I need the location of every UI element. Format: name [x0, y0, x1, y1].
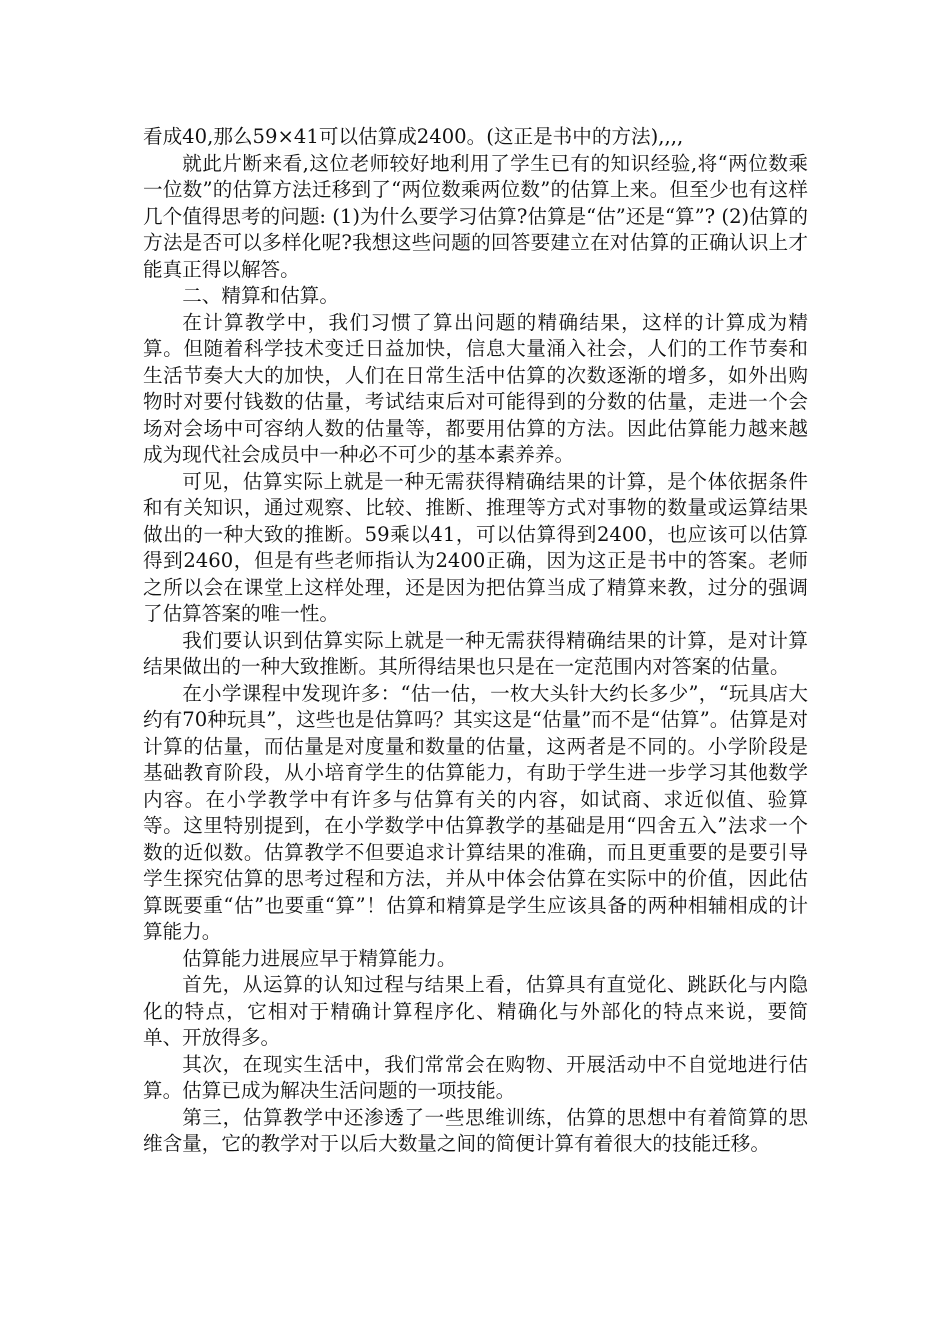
paragraph-2: 就此片断来看,这位老师较好地利用了学生已有的知识经验,将“两位数乘一位数”的估算方法迁移到了“两位数乘两位数”的估算上来。但至少也有这样几个值得思考的问题: (1)为什么要学习估算?估算是“估”还是“算”? (2)估算的方法是否可以多样化呢?我想这些问题的回答要建立在对估算的正确认识上才能真正得以解答。 [143, 151, 808, 281]
document-body [143, 124, 808, 1158]
paragraph-1: 看成40,那么59×41可以估算成2400。(这正是书中的方法),,,, [143, 125, 684, 148]
paragraph-5: 我们要认识到估算实际上就是一种无需获得精确结果的计算，是对计算结果做出的一种大致推断。其所得结果也只是在一定范围内对答案的估量。 [143, 628, 808, 678]
paragraph-7: 估算能力进展应早于精算能力。 [182, 946, 457, 970]
paragraph-6: 在小学课程中发现许多：“估一估，一枚大头针大约长多少”，“玩具店大约有70种玩具”，这些也是估算吗？其实这是“估量”而不是“估算”。估算是对计算的估量，而估量是对度量和数量的估量，这两者是不同的。小学阶段是基础教育阶段，从小培育学生的估算能力，有助于学生进一步学习其他数学内容。在小学教学中有许多与估算有关的内容，如试商、求近似值、验算等。这里特别提到，在小学数学中估算教学的基础是用“四舍五入”法求一个数的近似数。估算教学不但要追求计算结果的准确，而且更重要的是要引导学生探究估算的思考过程和方法，并从中体会估算在实际中的价值，因此估算既要重“估”也要重“算”！估算和精算是学生应该具备的两种相辅相成的计算能力。 [143, 681, 808, 943]
paragraph-10: 第三，估算教学中还渗透了一些思维训练，估算的思想中有着简算的思维含量，它的教学对于以后大数量之间的简便计算有着很大的技能迁移。 [143, 1105, 808, 1155]
paragraph-8: 首先，从运算的认知过程与结果上看，估算具有直觉化、跳跃化与内隐化的特点，它相对于精确计算程序化、精确化与外部化的特点来说，要简单、开放得多。 [143, 973, 808, 1049]
paragraph-9: 其次，在现实生活中，我们常常会在购物、开展活动中不自觉地进行估算。估算已成为解决生活问题的一项技能。 [143, 1052, 808, 1102]
section-heading: 二、精算和估算。 [182, 284, 339, 307]
paragraph-3: 在计算教学中，我们习惯了算出问题的精确结果，这样的计算成为精算。但随着科学技术变迁日益加快，信息大量涌入社会，人们的工作节奏和生活节奏大大的加快，人们在日常生活中估算的次数逐渐的增多，如外出购物时对要付钱数的估量，考试结束后对可能得到的分数的估量，走进一个会场对会场中可容纳人数的估量等，都要用估算的方法。因此估算能力越来越成为现代社会成员中一种必不可少的基本素养养。 [143, 310, 808, 466]
paragraph-4: 可见，估算实际上就是一种无需获得精确结果的计算，是个体依据条件和有关知识，通过观察、比较、推断、推理等方式对事物的数量或运算结果做出的一种大致的推断。59乘以41，可以估算得到2400，也应该可以估算得到2460，但是有些老师指认为2400正确，因为这正是书中的答案。老师之所以会在课堂上这样处理，还是因为把估算当成了精算来教，过分的强调了估算答案的唯一性。 [143, 469, 808, 625]
